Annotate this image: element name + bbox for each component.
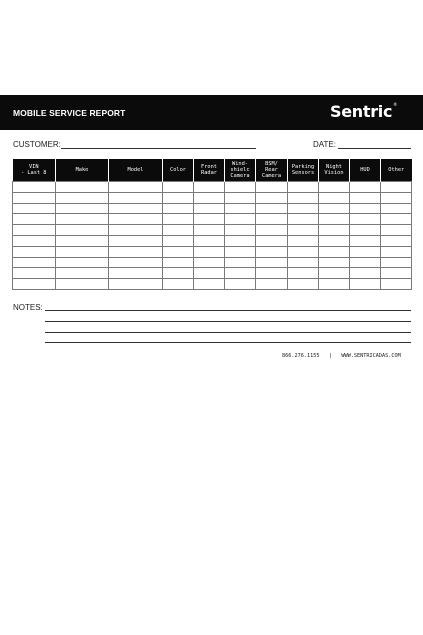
- table-row: [13, 246, 412, 257]
- table-cell[interactable]: [288, 214, 319, 225]
- table-cell[interactable]: [163, 246, 194, 257]
- table-cell[interactable]: [381, 192, 412, 203]
- table-row: [13, 203, 412, 214]
- table-cell[interactable]: [13, 203, 56, 214]
- table-cell[interactable]: [288, 235, 319, 246]
- table-cell[interactable]: [381, 246, 412, 257]
- table-cell[interactable]: [109, 268, 163, 279]
- notes-line[interactable]: [45, 342, 411, 343]
- table-cell[interactable]: [319, 225, 350, 236]
- table-cell[interactable]: [288, 246, 319, 257]
- table-cell[interactable]: [381, 235, 412, 246]
- table-cell[interactable]: [56, 268, 109, 279]
- table-cell[interactable]: [163, 214, 194, 225]
- table-cell[interactable]: [194, 182, 225, 193]
- table-cell[interactable]: [109, 192, 163, 203]
- table-cell[interactable]: [319, 257, 350, 268]
- table-cell[interactable]: [319, 235, 350, 246]
- table-cell[interactable]: [109, 246, 163, 257]
- column-header-make: Make: [56, 159, 109, 182]
- table-cell[interactable]: [225, 182, 256, 193]
- table-row: [13, 214, 412, 225]
- table-cell[interactable]: [350, 235, 381, 246]
- sentric-logo: [330, 102, 397, 121]
- notes-line[interactable]: [45, 310, 411, 311]
- column-header-windshield-camera: Wind- shielc Camera: [225, 159, 256, 182]
- table-cell[interactable]: [13, 235, 56, 246]
- table-cell[interactable]: [256, 214, 288, 225]
- table-cell[interactable]: [256, 182, 288, 193]
- table-cell[interactable]: [163, 279, 194, 290]
- table-cell[interactable]: [256, 192, 288, 203]
- table-cell[interactable]: [56, 192, 109, 203]
- table-cell[interactable]: [256, 268, 288, 279]
- table-cell[interactable]: [381, 279, 412, 290]
- table-cell[interactable]: [56, 246, 109, 257]
- table-cell[interactable]: [163, 268, 194, 279]
- table-cell[interactable]: [319, 192, 350, 203]
- table-cell[interactable]: [225, 268, 256, 279]
- footer-separator: |: [328, 353, 332, 359]
- table-cell[interactable]: [109, 182, 163, 193]
- table-cell[interactable]: [225, 214, 256, 225]
- table-cell[interactable]: [194, 203, 225, 214]
- table-cell[interactable]: [225, 235, 256, 246]
- table-cell[interactable]: [350, 214, 381, 225]
- table-cell[interactable]: [13, 268, 56, 279]
- table-cell[interactable]: [350, 257, 381, 268]
- table-cell[interactable]: [256, 257, 288, 268]
- table-cell[interactable]: [319, 246, 350, 257]
- customer-field[interactable]: [61, 148, 256, 149]
- table-cell[interactable]: [319, 182, 350, 193]
- table-cell[interactable]: [381, 214, 412, 225]
- date-field[interactable]: [338, 148, 411, 149]
- table-row: [13, 192, 412, 203]
- brand-name: Sentric: [330, 102, 393, 121]
- table-cell[interactable]: [288, 182, 319, 193]
- table-cell[interactable]: [350, 192, 381, 203]
- table-row: [13, 182, 412, 193]
- table-cell[interactable]: [109, 257, 163, 268]
- table-cell[interactable]: [288, 279, 319, 290]
- table-cell[interactable]: [350, 246, 381, 257]
- table-cell[interactable]: [163, 257, 194, 268]
- table-cell[interactable]: [225, 192, 256, 203]
- table-cell[interactable]: [225, 225, 256, 236]
- service-table: [12, 159, 412, 290]
- column-header-color: Color: [163, 159, 194, 182]
- table-cell[interactable]: [163, 225, 194, 236]
- table-cell[interactable]: [56, 214, 109, 225]
- table-cell[interactable]: [194, 246, 225, 257]
- table-row: [13, 257, 412, 268]
- table-row: [13, 279, 412, 290]
- table-cell[interactable]: [256, 203, 288, 214]
- table-cell[interactable]: [381, 225, 412, 236]
- table-cell[interactable]: [381, 203, 412, 214]
- table-cell[interactable]: [381, 182, 412, 193]
- column-header-front-radar: Front Radar: [194, 159, 225, 182]
- date-label: DATE:: [313, 140, 336, 149]
- table-cell[interactable]: [194, 192, 225, 203]
- table-cell[interactable]: [319, 268, 350, 279]
- website-link: WWW.SENTRICADAS.COM: [341, 353, 401, 359]
- table-cell[interactable]: [288, 225, 319, 236]
- customer-label: CUSTOMER:: [13, 140, 61, 149]
- table-cell[interactable]: [381, 257, 412, 268]
- column-header-night-vision: Night Vision: [319, 159, 350, 182]
- table-cell[interactable]: [13, 214, 56, 225]
- table-cell[interactable]: [109, 279, 163, 290]
- table-cell[interactable]: [319, 279, 350, 290]
- table-cell[interactable]: [350, 268, 381, 279]
- table-cell[interactable]: [13, 246, 56, 257]
- table-cell[interactable]: [256, 279, 288, 290]
- column-header-other: Other: [381, 159, 412, 182]
- notes-label: NOTES:: [13, 303, 43, 312]
- table-cell[interactable]: [13, 279, 56, 290]
- column-header-hud: HUD: [350, 159, 381, 182]
- table-cell[interactable]: [194, 235, 225, 246]
- table-cell[interactable]: [194, 279, 225, 290]
- table-cell[interactable]: [225, 246, 256, 257]
- table-cell[interactable]: [163, 235, 194, 246]
- column-header-model: Model: [109, 159, 163, 182]
- table-cell[interactable]: [56, 182, 109, 193]
- table-cell[interactable]: [13, 257, 56, 268]
- table-cell[interactable]: [350, 203, 381, 214]
- table-cell[interactable]: [163, 182, 194, 193]
- footer-contact: [282, 353, 401, 359]
- table-cell[interactable]: [13, 182, 56, 193]
- column-header-vin: VIN - Last 8: [13, 159, 56, 182]
- table-cell[interactable]: [319, 203, 350, 214]
- table-cell[interactable]: [256, 246, 288, 257]
- table-cell[interactable]: [194, 257, 225, 268]
- phone-number: 866.276.1155: [282, 353, 320, 359]
- table-row: [13, 268, 412, 279]
- table-cell[interactable]: [56, 203, 109, 214]
- report-title: MOBILE SERVICE REPORT: [13, 108, 126, 118]
- table-cell[interactable]: [288, 203, 319, 214]
- table-cell[interactable]: [56, 279, 109, 290]
- table-cell[interactable]: [288, 192, 319, 203]
- table-row: [13, 235, 412, 246]
- table-cell[interactable]: [319, 214, 350, 225]
- table-cell[interactable]: [109, 203, 163, 214]
- table-header-row: [13, 159, 412, 182]
- table-cell[interactable]: [13, 225, 56, 236]
- column-header-parking-sensors: Parking Sensors: [288, 159, 319, 182]
- table-cell[interactable]: [56, 257, 109, 268]
- table-cell[interactable]: [194, 225, 225, 236]
- table-cell[interactable]: [194, 268, 225, 279]
- table-row: [13, 225, 412, 236]
- table-cell[interactable]: [163, 192, 194, 203]
- table-cell[interactable]: [256, 235, 288, 246]
- table-cell[interactable]: [288, 268, 319, 279]
- table-cell[interactable]: [256, 225, 288, 236]
- table-cell[interactable]: [109, 225, 163, 236]
- table-cell[interactable]: [350, 225, 381, 236]
- table-cell[interactable]: [350, 182, 381, 193]
- table-cell[interactable]: [13, 192, 56, 203]
- table-cell[interactable]: [163, 203, 194, 214]
- table-cell[interactable]: [56, 225, 109, 236]
- table-cell[interactable]: [109, 235, 163, 246]
- notes-line[interactable]: [45, 321, 411, 322]
- table-cell[interactable]: [194, 214, 225, 225]
- column-header-bsm-rear-camera: BSM/ Rear Camera: [256, 159, 288, 182]
- table-cell[interactable]: [350, 279, 381, 290]
- registered-mark: ®: [393, 102, 397, 107]
- table-cell[interactable]: [225, 203, 256, 214]
- table-cell[interactable]: [225, 279, 256, 290]
- notes-line[interactable]: [45, 332, 411, 333]
- table-cell[interactable]: [109, 214, 163, 225]
- table-cell[interactable]: [288, 257, 319, 268]
- table-cell[interactable]: [56, 235, 109, 246]
- table-cell[interactable]: [225, 257, 256, 268]
- table-body: [13, 182, 412, 290]
- table-cell[interactable]: [381, 268, 412, 279]
